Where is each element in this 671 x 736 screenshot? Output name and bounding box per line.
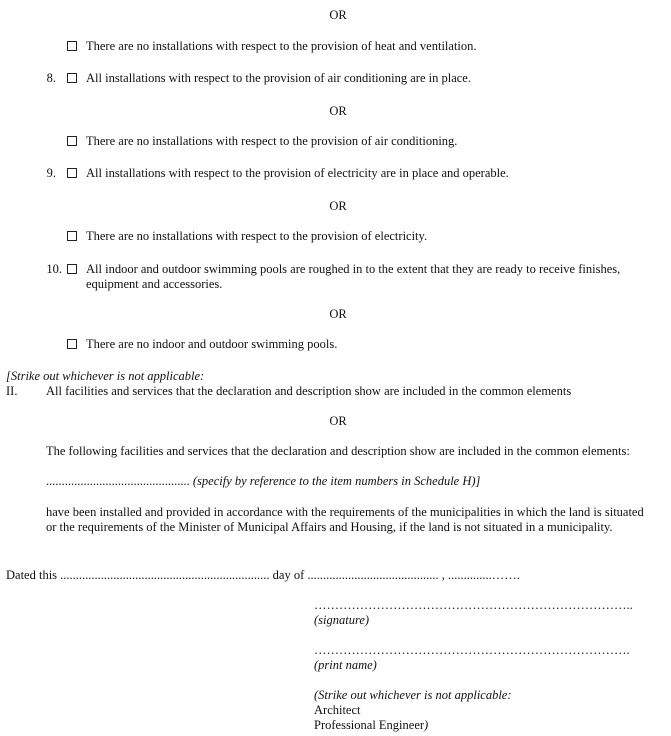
checkbox-no-heat-ventilation[interactable] [67,41,77,51]
item-text: There are no installations with respect to the provision of electricity. [86,229,428,243]
dated-month-blank[interactable]: .......................................... [307,568,439,582]
role-close-paren: ) [424,718,429,732]
item-text: All indoor and outdoor swimming pools are roughed in to the extent that they are ready to receive finishes, equipment and accessories. [86,262,621,291]
blank-line[interactable]: .............................................. [46,474,190,488]
print-name-label: (print name) [314,658,377,672]
dated-prefix: Dated this [6,568,58,582]
checkbox-no-air-conditioning[interactable] [67,136,77,146]
or-separator: OR [329,414,347,428]
dated-line [6,568,520,583]
signature-label: (signature) [314,613,370,627]
installed-text: have been installed and provided in accordance with the requirements of the municipalities in which the land is situated or the requirements of the Minister of Municipal Affairs and Housing, if the land is not situated in a municipality. [46,505,644,534]
alternate-text: The following facilities and services that the declaration and description show are included in the common elements: [46,444,630,458]
comma: , [441,568,445,582]
strike-out-note: [Strike out whichever is not applicable: [6,369,205,383]
print-name-line[interactable]: …………………………………………………………………. [314,643,630,657]
checkbox-air-conditioning-in-place[interactable] [67,73,77,83]
or-separator: OR [329,8,347,22]
dated-year-blank[interactable]: ..............……. [448,568,520,582]
checkbox-no-electricity[interactable] [67,231,77,241]
role-strike-note: (Strike out whichever is not applicable: [314,688,512,702]
item-text: There are no installations with respect to the provision of air conditioning. [86,134,458,148]
signature-line[interactable]: ………………………………………………………………….. [314,598,633,612]
item-text: All installations with respect to the provision of electricity are in place and operable. [86,166,509,180]
day-of-label: day of [272,568,305,582]
role-option-architect: Architect [314,703,361,717]
or-separator: OR [329,104,347,118]
or-separator: OR [329,307,347,321]
item-number: 10. [46,262,62,276]
section-text: All facilities and services that the declaration and description show are included in the common elements [46,384,572,398]
or-separator: OR [329,199,347,213]
item-text: All installations with respect to the provision of air conditioning are in place. [86,71,471,85]
role-option-engineer: Professional Engineer [314,718,425,732]
dated-day-blank[interactable]: ................................................................... [60,568,270,582]
specify-instruction: (specify by reference to the item numbers in Schedule H)] [192,474,481,488]
item-number: 8. [46,71,56,85]
specify-line [46,474,480,489]
checkbox-electricity-in-place[interactable] [67,168,77,178]
item-text: There are no indoor and outdoor swimming pools. [86,337,338,351]
checkbox-no-swimming-pools[interactable] [67,339,77,349]
checkbox-swimming-pools-roughed-in[interactable] [67,264,77,274]
item-text: There are no installations with respect to the provision of heat and ventilation. [86,39,477,53]
role-option-engineer-line [314,718,428,733]
item-number: 9. [46,166,56,180]
section-number: II. [6,384,18,398]
